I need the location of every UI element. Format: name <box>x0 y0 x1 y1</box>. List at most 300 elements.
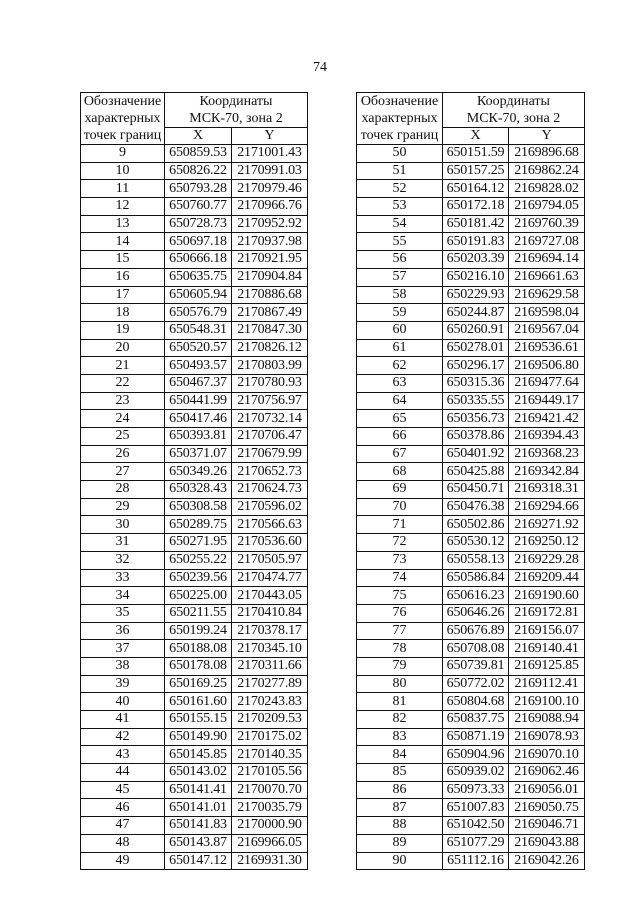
point-number-cell: 36 <box>81 622 165 640</box>
x-coordinate-cell: 650576.79 <box>165 304 232 322</box>
x-coordinate-cell: 650739.81 <box>443 657 509 675</box>
y-coordinate-cell: 2169088.94 <box>509 711 585 729</box>
table-row <box>357 728 585 746</box>
table-row <box>357 251 585 269</box>
x-coordinate-cell: 650155.15 <box>165 711 232 729</box>
point-number-cell: 81 <box>357 693 443 711</box>
y-coordinate-cell: 2170311.66 <box>232 657 308 675</box>
x-header: X <box>443 128 509 145</box>
y-coordinate-cell: 2170803.99 <box>232 357 308 375</box>
table-row <box>81 622 308 640</box>
point-number-cell: 54 <box>357 215 443 233</box>
table-row <box>81 286 308 304</box>
x-coordinate-cell: 650586.84 <box>443 569 509 587</box>
x-coordinate-cell: 650225.00 <box>165 587 232 605</box>
y-coordinate-cell: 2169760.39 <box>509 215 585 233</box>
x-coordinate-cell: 650676.89 <box>443 622 509 640</box>
y-coordinate-cell: 2170979.46 <box>232 180 308 198</box>
y-coordinate-cell: 2170937.98 <box>232 233 308 251</box>
y-header: Y <box>509 128 585 145</box>
point-number-cell: 34 <box>81 587 165 605</box>
x-coordinate-cell: 650616.23 <box>443 587 509 605</box>
x-coordinate-cell: 650172.18 <box>443 198 509 216</box>
table-row <box>81 640 308 658</box>
x-coordinate-cell: 650255.22 <box>165 551 232 569</box>
x-coordinate-cell: 650271.95 <box>165 534 232 552</box>
point-number-cell: 59 <box>357 304 443 322</box>
point-number-cell: 25 <box>81 428 165 446</box>
table-row <box>81 764 308 782</box>
table-row <box>81 463 308 481</box>
x-coordinate-cell: 650973.33 <box>443 781 509 799</box>
point-number-cell: 42 <box>81 728 165 746</box>
table-row <box>81 251 308 269</box>
y-coordinate-cell: 2169477.64 <box>509 374 585 392</box>
point-number-cell: 88 <box>357 817 443 835</box>
point-label-line-1: Обозначение <box>83 94 162 109</box>
point-number-cell: 30 <box>81 516 165 534</box>
y-coordinate-cell: 2170277.89 <box>232 675 308 693</box>
point-number-cell: 89 <box>357 834 443 852</box>
table-row <box>357 321 585 339</box>
table-row <box>81 145 308 163</box>
point-label-line-1: Обозначение <box>360 94 439 109</box>
x-coordinate-cell: 650181.42 <box>443 215 509 233</box>
point-number-cell: 63 <box>357 374 443 392</box>
table-row <box>81 392 308 410</box>
table-row <box>81 728 308 746</box>
x-coordinate-cell: 650772.02 <box>443 675 509 693</box>
x-coordinate-cell: 650826.22 <box>165 162 232 180</box>
point-number-cell: 74 <box>357 569 443 587</box>
y-coordinate-cell: 2169661.63 <box>509 268 585 286</box>
point-number-cell: 15 <box>81 251 165 269</box>
table-row <box>81 834 308 852</box>
table-row <box>81 799 308 817</box>
table-row <box>81 321 308 339</box>
table-row <box>357 640 585 658</box>
table-row <box>81 215 308 233</box>
x-coordinate-cell: 650393.81 <box>165 428 232 446</box>
coords-subtitle: МСК-70, зона 2 <box>165 110 308 128</box>
coords-subtitle: МСК-70, зона 2 <box>443 110 585 128</box>
y-coordinate-cell: 2169172.81 <box>509 604 585 622</box>
y-coordinate-cell: 2170624.73 <box>232 481 308 499</box>
table-row <box>81 551 308 569</box>
y-coordinate-cell: 2169209.44 <box>509 569 585 587</box>
point-number-cell: 40 <box>81 693 165 711</box>
x-coordinate-cell: 650296.17 <box>443 357 509 375</box>
point-number-cell: 22 <box>81 374 165 392</box>
table-row <box>81 233 308 251</box>
y-coordinate-cell: 2169250.12 <box>509 534 585 552</box>
point-number-cell: 69 <box>357 481 443 499</box>
point-number-cell: 47 <box>81 817 165 835</box>
table-row <box>81 781 308 799</box>
point-number-cell: 23 <box>81 392 165 410</box>
y-coordinate-cell: 2169100.10 <box>509 693 585 711</box>
y-coordinate-cell: 2170756.97 <box>232 392 308 410</box>
x-coordinate-cell: 650476.38 <box>443 498 509 516</box>
y-coordinate-cell: 2170921.95 <box>232 251 308 269</box>
point-number-cell: 11 <box>81 180 165 198</box>
table-row <box>357 162 585 180</box>
table-row <box>81 711 308 729</box>
point-number-cell: 85 <box>357 764 443 782</box>
y-coordinate-cell: 2170904.84 <box>232 268 308 286</box>
y-coordinate-cell: 2170345.10 <box>232 640 308 658</box>
x-coordinate-cell: 650169.25 <box>165 675 232 693</box>
point-number-cell: 41 <box>81 711 165 729</box>
table-row <box>81 162 308 180</box>
y-coordinate-cell: 2170105.56 <box>232 764 308 782</box>
table-row <box>81 498 308 516</box>
y-coordinate-cell: 2170679.99 <box>232 445 308 463</box>
point-number-cell: 78 <box>357 640 443 658</box>
coords-title: Координаты <box>165 93 308 111</box>
point-number-cell: 65 <box>357 410 443 428</box>
x-coordinate-cell: 650188.08 <box>165 640 232 658</box>
point-number-cell: 16 <box>81 268 165 286</box>
table-row <box>357 657 585 675</box>
y-coordinate-cell: 2169394.43 <box>509 428 585 446</box>
x-coordinate-cell: 651112.16 <box>443 852 509 870</box>
x-coordinate-cell: 650161.60 <box>165 693 232 711</box>
x-coordinate-cell: 650315.36 <box>443 374 509 392</box>
y-coordinate-cell: 2170000.90 <box>232 817 308 835</box>
point-number-cell: 60 <box>357 321 443 339</box>
y-coordinate-cell: 2170706.47 <box>232 428 308 446</box>
y-coordinate-cell: 2169896.68 <box>509 145 585 163</box>
table-row <box>81 180 308 198</box>
point-number-cell: 55 <box>357 233 443 251</box>
y-coordinate-cell: 2170378.17 <box>232 622 308 640</box>
table-row <box>357 675 585 693</box>
x-coordinate-cell: 650417.46 <box>165 410 232 428</box>
y-coordinate-cell: 2169421.42 <box>509 410 585 428</box>
x-coordinate-cell: 651077.29 <box>443 834 509 852</box>
table-row <box>357 604 585 622</box>
table-row <box>81 357 308 375</box>
y-coordinate-cell: 2170505.97 <box>232 551 308 569</box>
point-number-cell: 38 <box>81 657 165 675</box>
x-coordinate-cell: 650191.83 <box>443 233 509 251</box>
y-coordinate-cell: 2169828.02 <box>509 180 585 198</box>
point-number-cell: 19 <box>81 321 165 339</box>
table-row <box>81 268 308 286</box>
point-number-cell: 10 <box>81 162 165 180</box>
table-row <box>357 198 585 216</box>
point-label-line-2: характерных <box>361 111 438 126</box>
point-number-cell: 39 <box>81 675 165 693</box>
point-number-cell: 35 <box>81 604 165 622</box>
y-coordinate-cell: 2169140.41 <box>509 640 585 658</box>
point-number-cell: 29 <box>81 498 165 516</box>
table-row <box>357 268 585 286</box>
y-coordinate-cell: 2169794.05 <box>509 198 585 216</box>
y-coordinate-cell: 2171001.43 <box>232 145 308 163</box>
x-coordinate-cell: 650278.01 <box>443 339 509 357</box>
x-coordinate-cell: 650666.18 <box>165 251 232 269</box>
y-coordinate-cell: 2170140.35 <box>232 746 308 764</box>
point-number-cell: 43 <box>81 746 165 764</box>
table-row <box>81 428 308 446</box>
y-coordinate-cell: 2169050.75 <box>509 799 585 817</box>
point-number-cell: 70 <box>357 498 443 516</box>
table-row <box>357 463 585 481</box>
y-coordinate-cell: 2169966.05 <box>232 834 308 852</box>
point-number-cell: 80 <box>357 675 443 693</box>
point-number-cell: 9 <box>81 145 165 163</box>
y-coordinate-cell: 2169318.31 <box>509 481 585 499</box>
point-number-cell: 24 <box>81 410 165 428</box>
x-coordinate-cell: 650493.57 <box>165 357 232 375</box>
y-coordinate-cell: 2169727.08 <box>509 233 585 251</box>
table-row <box>81 693 308 711</box>
y-coordinate-cell: 2169862.24 <box>509 162 585 180</box>
point-number-cell: 12 <box>81 198 165 216</box>
y-coordinate-cell: 2170243.83 <box>232 693 308 711</box>
y-coordinate-cell: 2170536.60 <box>232 534 308 552</box>
x-coordinate-cell: 650760.77 <box>165 198 232 216</box>
y-coordinate-cell: 2169694.14 <box>509 251 585 269</box>
x-coordinate-cell: 650635.75 <box>165 268 232 286</box>
table-row <box>81 534 308 552</box>
table-row <box>81 339 308 357</box>
point-number-cell: 71 <box>357 516 443 534</box>
page-number: 74 <box>313 60 327 75</box>
y-coordinate-cell: 2169112.41 <box>509 675 585 693</box>
table-row <box>357 445 585 463</box>
table-row <box>357 498 585 516</box>
x-coordinate-cell: 650356.73 <box>443 410 509 428</box>
x-coordinate-cell: 650335.55 <box>443 392 509 410</box>
x-coordinate-cell: 650441.99 <box>165 392 232 410</box>
x-coordinate-cell: 650697.18 <box>165 233 232 251</box>
table-row <box>81 410 308 428</box>
point-number-cell: 75 <box>357 587 443 605</box>
coordinates-table-right <box>356 92 585 870</box>
x-coordinate-cell: 650548.31 <box>165 321 232 339</box>
point-number-cell: 90 <box>357 852 443 870</box>
y-coordinate-cell: 2169042.26 <box>509 852 585 870</box>
table-row <box>357 233 585 251</box>
y-coordinate-cell: 2169156.07 <box>509 622 585 640</box>
table-row <box>357 587 585 605</box>
x-coordinate-cell: 650728.73 <box>165 215 232 233</box>
y-coordinate-cell: 2170732.14 <box>232 410 308 428</box>
x-coordinate-cell: 650143.02 <box>165 764 232 782</box>
table-row <box>357 145 585 163</box>
table-row <box>357 516 585 534</box>
x-coordinate-cell: 650378.86 <box>443 428 509 446</box>
x-coordinate-cell: 650530.12 <box>443 534 509 552</box>
table-row <box>357 551 585 569</box>
table-row <box>81 516 308 534</box>
y-coordinate-cell: 2169506.80 <box>509 357 585 375</box>
point-number-cell: 49 <box>81 852 165 870</box>
point-number-cell: 31 <box>81 534 165 552</box>
x-coordinate-cell: 650605.94 <box>165 286 232 304</box>
y-coordinate-cell: 2170175.02 <box>232 728 308 746</box>
table-row <box>81 817 308 835</box>
point-number-cell: 86 <box>357 781 443 799</box>
point-number-cell: 44 <box>81 764 165 782</box>
point-number-cell: 14 <box>81 233 165 251</box>
left-table-body <box>81 145 308 870</box>
y-coordinate-cell: 2170035.79 <box>232 799 308 817</box>
table-row <box>357 410 585 428</box>
table-row <box>357 428 585 446</box>
y-coordinate-cell: 2169567.04 <box>509 321 585 339</box>
y-coordinate-cell: 2169629.58 <box>509 286 585 304</box>
y-coordinate-cell: 2169271.92 <box>509 516 585 534</box>
y-coordinate-cell: 2169070.10 <box>509 746 585 764</box>
point-number-cell: 79 <box>357 657 443 675</box>
point-label-line-2: характерных <box>84 111 161 126</box>
point-label-line-3: точек границ <box>83 128 162 143</box>
x-coordinate-cell: 650141.83 <box>165 817 232 835</box>
point-label-line-3: точек границ <box>360 128 439 143</box>
x-coordinate-cell: 650804.68 <box>443 693 509 711</box>
y-coordinate-cell: 2170070.70 <box>232 781 308 799</box>
table-row <box>81 304 308 322</box>
table-row <box>81 587 308 605</box>
point-number-cell: 45 <box>81 781 165 799</box>
right-table-body <box>357 145 585 870</box>
x-coordinate-cell: 650904.96 <box>443 746 509 764</box>
point-number-cell: 51 <box>357 162 443 180</box>
y-coordinate-cell: 2169043.88 <box>509 834 585 852</box>
point-number-cell: 32 <box>81 551 165 569</box>
x-coordinate-cell: 650328.43 <box>165 481 232 499</box>
y-coordinate-cell: 2170443.05 <box>232 587 308 605</box>
x-coordinate-cell: 651007.83 <box>443 799 509 817</box>
y-header: Y <box>232 128 308 145</box>
x-coordinate-cell: 650289.75 <box>165 516 232 534</box>
table-row <box>357 711 585 729</box>
point-number-cell: 72 <box>357 534 443 552</box>
y-coordinate-cell: 2170474.77 <box>232 569 308 587</box>
y-coordinate-cell: 2169931.30 <box>232 852 308 870</box>
table-row <box>357 215 585 233</box>
x-coordinate-cell: 650229.93 <box>443 286 509 304</box>
table-row <box>357 799 585 817</box>
table-row <box>357 481 585 499</box>
point-number-cell: 46 <box>81 799 165 817</box>
x-coordinate-cell: 650141.41 <box>165 781 232 799</box>
y-coordinate-cell: 2169046.71 <box>509 817 585 835</box>
coordinates-table-left <box>80 92 308 870</box>
x-coordinate-cell: 650260.91 <box>443 321 509 339</box>
table-row <box>357 569 585 587</box>
y-coordinate-cell: 2170966.76 <box>232 198 308 216</box>
point-number-cell: 76 <box>357 604 443 622</box>
y-coordinate-cell: 2170410.84 <box>232 604 308 622</box>
table-row <box>81 569 308 587</box>
x-coordinate-cell: 650793.28 <box>165 180 232 198</box>
point-number-cell: 26 <box>81 445 165 463</box>
point-number-cell: 67 <box>357 445 443 463</box>
coords-title: Координаты <box>443 93 585 111</box>
y-coordinate-cell: 2169125.85 <box>509 657 585 675</box>
x-coordinate-cell: 650859.53 <box>165 145 232 163</box>
table-row <box>357 339 585 357</box>
point-number-cell: 37 <box>81 640 165 658</box>
x-coordinate-cell: 650939.02 <box>443 764 509 782</box>
point-number-cell: 87 <box>357 799 443 817</box>
point-number-cell: 21 <box>81 357 165 375</box>
table-row <box>81 675 308 693</box>
table-row <box>81 604 308 622</box>
x-coordinate-cell: 650308.58 <box>165 498 232 516</box>
table-row <box>81 198 308 216</box>
y-coordinate-cell: 2170652.73 <box>232 463 308 481</box>
point-number-cell: 73 <box>357 551 443 569</box>
table-row <box>357 764 585 782</box>
point-number-cell: 61 <box>357 339 443 357</box>
x-coordinate-cell: 650147.12 <box>165 852 232 870</box>
x-coordinate-cell: 650450.71 <box>443 481 509 499</box>
x-coordinate-cell: 650199.24 <box>165 622 232 640</box>
x-coordinate-cell: 650211.55 <box>165 604 232 622</box>
point-number-cell: 18 <box>81 304 165 322</box>
y-coordinate-cell: 2170952.92 <box>232 215 308 233</box>
point-number-cell: 68 <box>357 463 443 481</box>
x-coordinate-cell: 650502.86 <box>443 516 509 534</box>
point-number-cell: 57 <box>357 268 443 286</box>
x-coordinate-cell: 650178.08 <box>165 657 232 675</box>
x-coordinate-cell: 650149.90 <box>165 728 232 746</box>
x-coordinate-cell: 650371.07 <box>165 445 232 463</box>
table-row <box>357 622 585 640</box>
x-coordinate-cell: 650425.88 <box>443 463 509 481</box>
y-coordinate-cell: 2170596.02 <box>232 498 308 516</box>
y-coordinate-cell: 2170867.49 <box>232 304 308 322</box>
point-number-cell: 52 <box>357 180 443 198</box>
table-row <box>357 357 585 375</box>
table-row <box>357 534 585 552</box>
y-coordinate-cell: 2169190.60 <box>509 587 585 605</box>
x-header: X <box>165 128 232 145</box>
x-coordinate-cell: 650646.26 <box>443 604 509 622</box>
x-coordinate-cell: 650401.92 <box>443 445 509 463</box>
y-coordinate-cell: 2170566.63 <box>232 516 308 534</box>
x-coordinate-cell: 650837.75 <box>443 711 509 729</box>
table-row <box>357 286 585 304</box>
table-row <box>357 852 585 870</box>
y-coordinate-cell: 2170209.53 <box>232 711 308 729</box>
point-number-cell: 53 <box>357 198 443 216</box>
x-coordinate-cell: 650203.39 <box>443 251 509 269</box>
x-coordinate-cell: 650151.59 <box>443 145 509 163</box>
x-coordinate-cell: 650239.56 <box>165 569 232 587</box>
y-coordinate-cell: 2170991.03 <box>232 162 308 180</box>
y-coordinate-cell: 2169598.04 <box>509 304 585 322</box>
table-row <box>357 180 585 198</box>
table-row <box>357 304 585 322</box>
point-number-cell: 58 <box>357 286 443 304</box>
point-number-cell: 20 <box>81 339 165 357</box>
point-number-cell: 50 <box>357 145 443 163</box>
x-coordinate-cell: 650216.10 <box>443 268 509 286</box>
x-coordinate-cell: 650708.08 <box>443 640 509 658</box>
y-coordinate-cell: 2169342.84 <box>509 463 585 481</box>
y-coordinate-cell: 2169062.46 <box>509 764 585 782</box>
table-row <box>357 817 585 835</box>
y-coordinate-cell: 2169368.23 <box>509 445 585 463</box>
table-row <box>357 693 585 711</box>
